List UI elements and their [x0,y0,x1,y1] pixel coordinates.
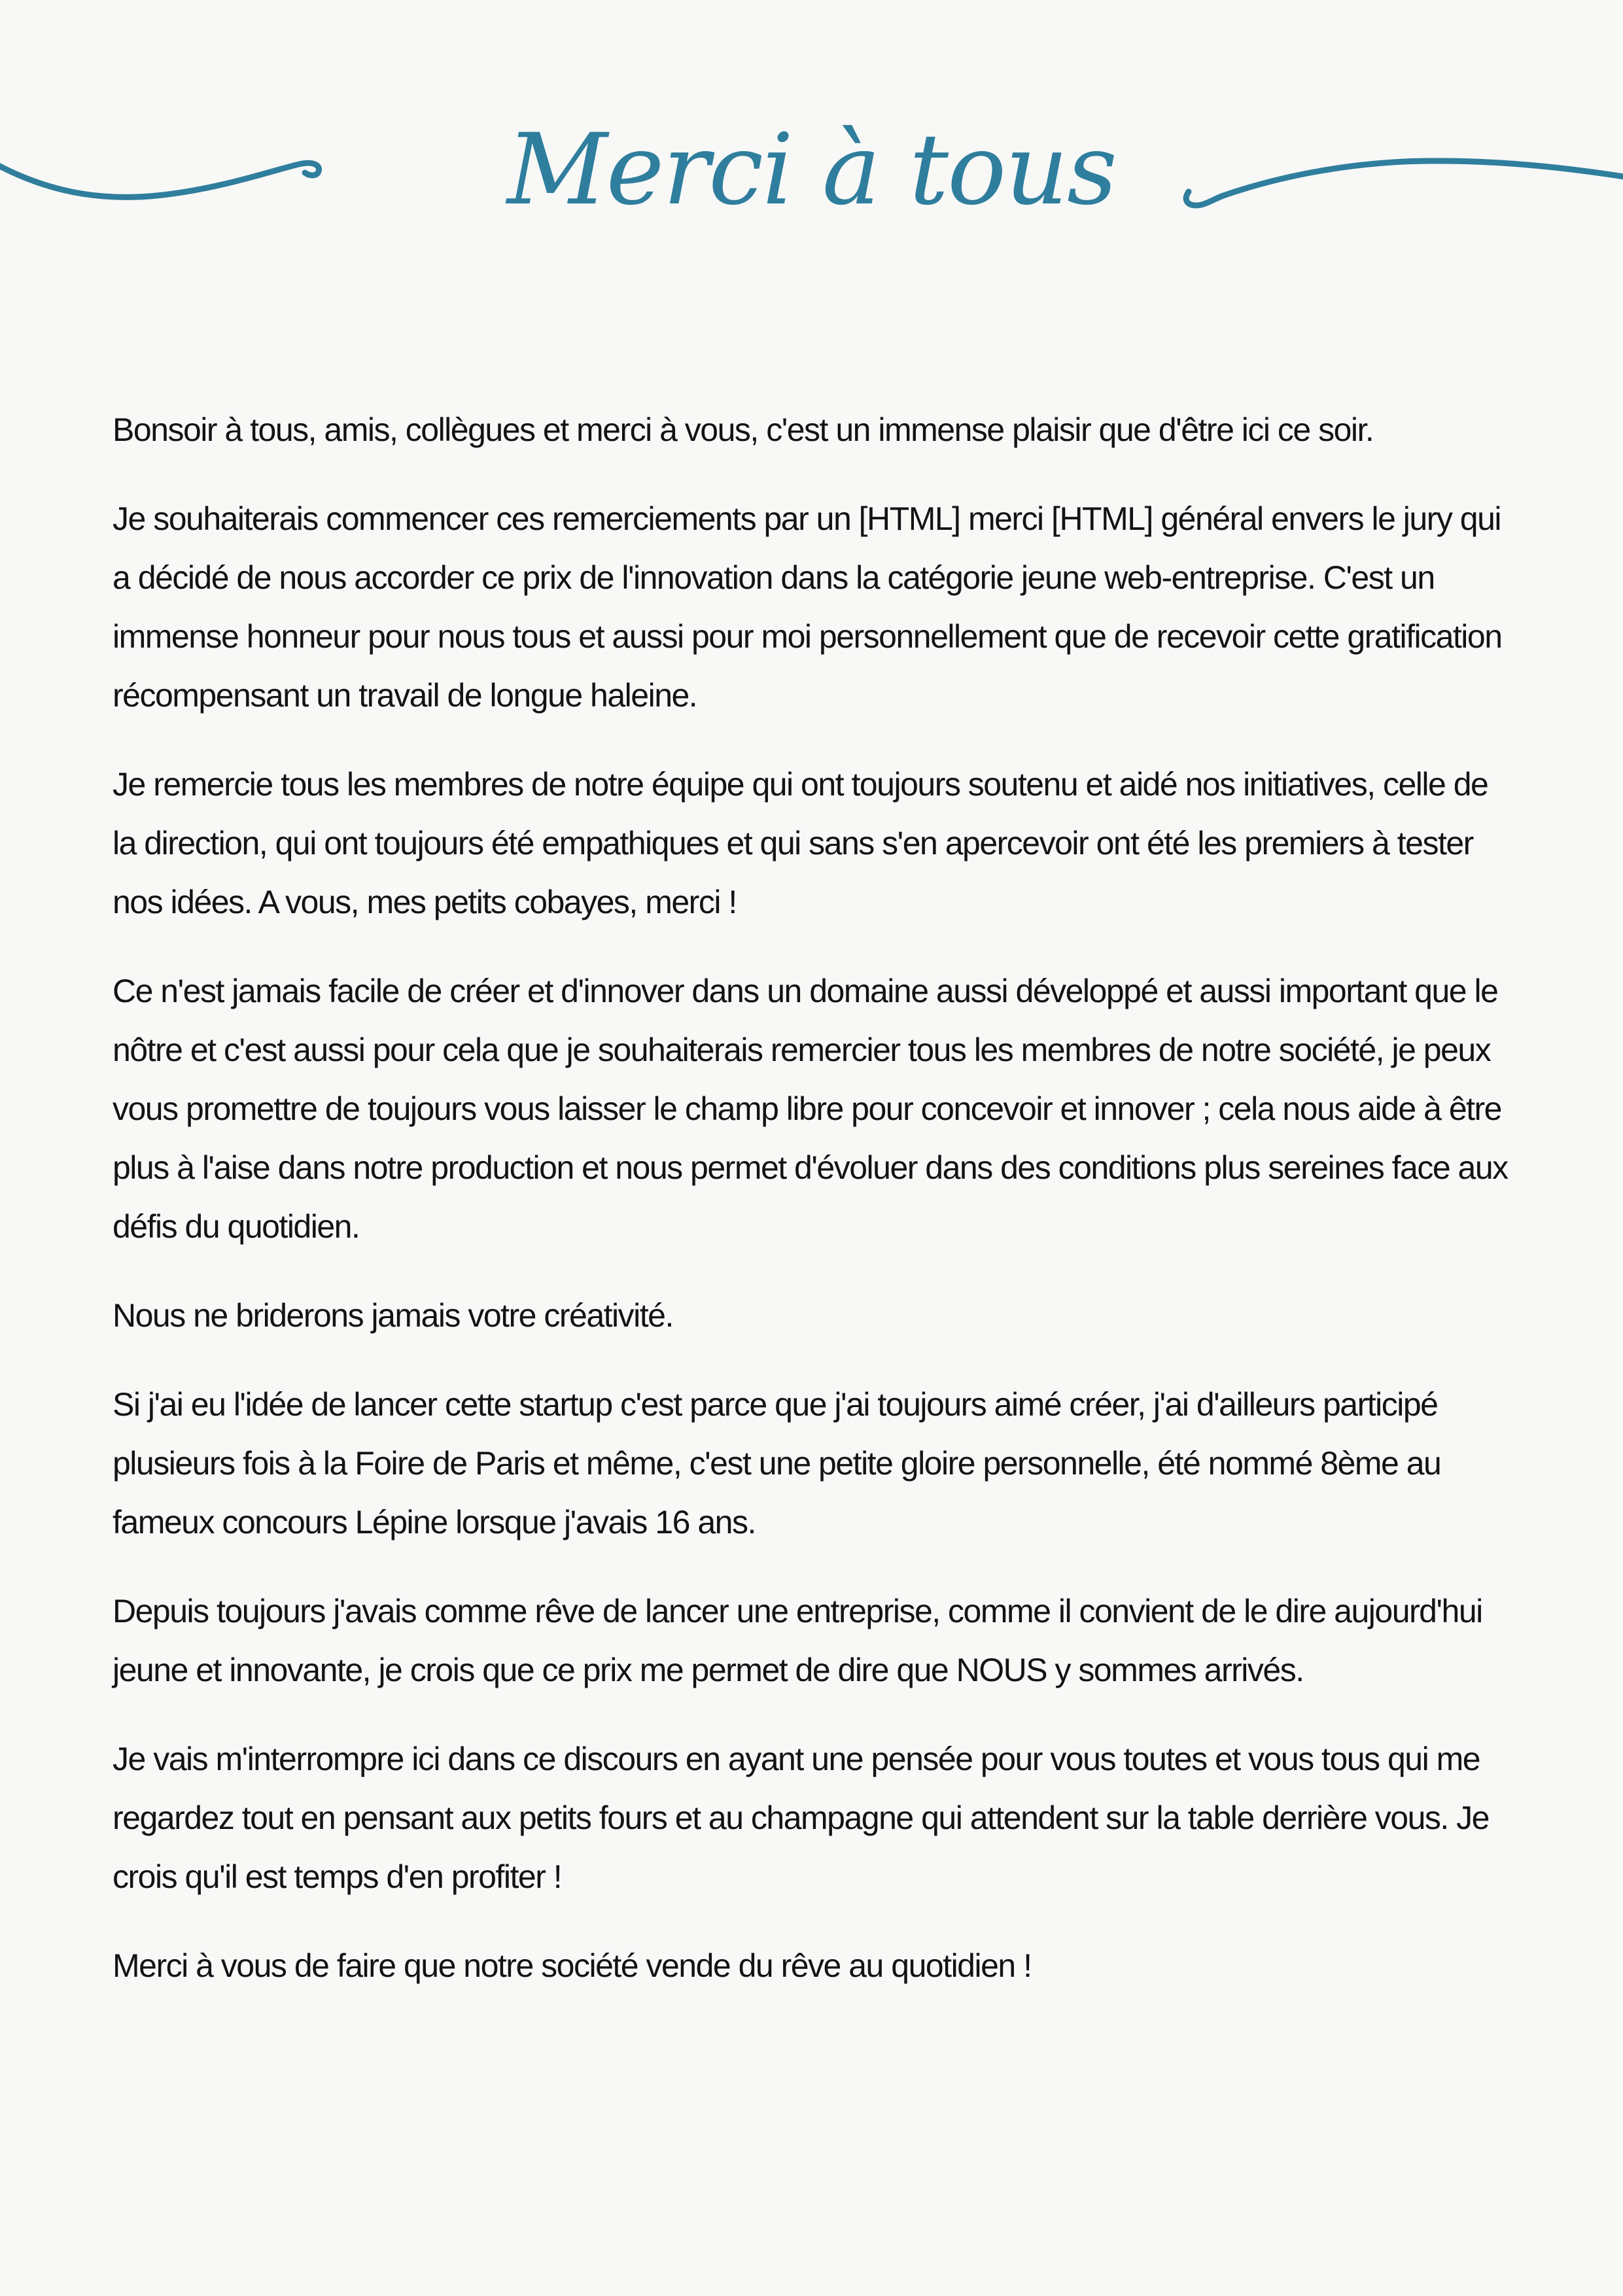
document-header [0,0,1623,366]
paragraph: Merci à vous de faire que notre société vende du rêve au quotidien ! [113,1947,1032,1984]
paragraph: Je souhaiterais commencer ces remerciements par un [HTML] merci [HTML] général envers le jury qui a décidé de nous accorder ce prix de l'innovation dans la catégorie jeune web-entreprise. C'est un immense honneur pour nous tous et aussi pour moi personnellement que de recevoir cette gratification récompensant un travail de longue haleine. [113,500,1502,714]
paragraph: Bonsoir à tous, amis, collègues et merci à vous, c'est un immense plaisir que d'être ici ce soir. [113,411,1374,448]
paragraph: Depuis toujours j'avais comme rêve de lancer une entreprise, comme il convient de le dire aujourd'hui jeune et innovante, je crois que ce prix me permet de dire que NOUS y sommes arrivés. [113,1593,1482,1688]
document-body [113,400,1516,2025]
paragraph: Ce n'est jamais facile de créer et d'innover dans un domaine aussi développé et aussi important que le nôtre et c'est aussi pour cela que je souhaiterais remercier tous les membres de notre société, je peux vous promettre de toujours vous laisser le champ libre pour concevoir et innover ; cela nous aide à être plus à l'aise dans notre production et nous permet d'évoluer dans des conditions plus sereines face aux défis du quotidien. [113,973,1508,1245]
paragraph: Je vais m'interrompre ici dans ce discours en ayant une pensée pour vous toutes et vous tous qui me regardez tout en pensant aux petits fours et au champagne qui attendent sur la table derrière vous. Je crois qu'il est temps d'en profiter ! [113,1741,1489,1895]
paragraph: Si j'ai eu l'idée de lancer cette startup c'est parce que j'ai toujours aimé créer, j'ai d'ailleurs participé plusieurs fois à la Foire de Paris et même, c'est une petite gloire personnelle, été nommé 8ème au fameux concours Lépine lorsque j'avais 16 ans. [113,1386,1441,1540]
paragraph: Nous ne briderons jamais votre créativité. [113,1297,673,1334]
document-title: Merci à tous [506,113,1116,227]
paragraph: Je remercie tous les membres de notre équipe qui ont toujours soutenu et aidé nos initiatives, celle de la direction, qui ont toujours été empathiques et qui sans s'en apercevoir ont été les premiers à tester nos idées. A vous, mes petits cobayes, merci ! [113,766,1488,920]
